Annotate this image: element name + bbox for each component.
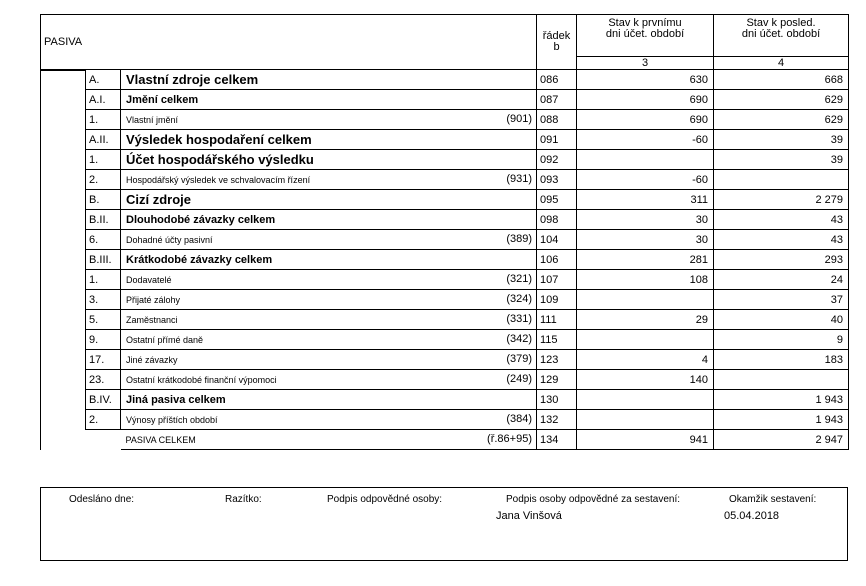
row-number-header-line2: b xyxy=(553,41,560,53)
row-number: 087 xyxy=(537,90,577,110)
col-first-day-header xyxy=(577,15,714,57)
row-label xyxy=(121,150,537,170)
indent-cell xyxy=(41,430,86,450)
compiled-at-label: Okamžik sestavení: xyxy=(729,494,817,505)
row-value-first-day: 630 xyxy=(577,70,714,90)
table-row xyxy=(41,130,849,150)
indent-cell xyxy=(41,290,86,310)
row-value-first-day: 690 xyxy=(577,90,714,110)
table-row xyxy=(41,350,849,370)
row-number: 111 xyxy=(537,310,577,330)
row-label-text: Zaměstnanci xyxy=(126,314,178,325)
row-label xyxy=(121,410,537,430)
row-number: 130 xyxy=(537,390,577,410)
row-number: 092 xyxy=(537,150,577,170)
indent-cell xyxy=(41,330,86,350)
row-value-first-day: 30 xyxy=(577,230,714,250)
row-number: 086 xyxy=(537,70,577,90)
row-number: 115 xyxy=(537,330,577,350)
row-account-ref: (249) xyxy=(506,373,532,385)
row-number: 106 xyxy=(537,250,577,270)
row-label xyxy=(121,210,537,230)
table-row xyxy=(41,170,849,190)
row-label xyxy=(121,270,537,290)
row-value-last-day xyxy=(714,170,849,190)
col-last-day-header-line2: dni účet. období xyxy=(741,28,821,40)
row-value-last-day: 183 xyxy=(714,350,849,370)
row-mark: 2. xyxy=(86,170,121,190)
row-mark: 1. xyxy=(86,270,121,290)
row-label-text: Přijaté zálohy xyxy=(126,294,181,305)
row-mark: 1. xyxy=(86,150,121,170)
row-value-last-day: 40 xyxy=(714,310,849,330)
indent-cell xyxy=(41,230,86,250)
indent-cell xyxy=(41,150,86,170)
indent-cell xyxy=(41,410,86,430)
balance-sheet xyxy=(40,14,848,450)
row-account-ref: (ř.86+95) xyxy=(487,433,532,445)
row-label xyxy=(121,70,537,90)
row-label-text: Cizí zdroje xyxy=(126,192,192,207)
row-mark: A. xyxy=(86,70,121,90)
row-label xyxy=(121,170,537,190)
table-row xyxy=(41,330,849,350)
table-row xyxy=(41,90,849,110)
row-label xyxy=(121,330,537,350)
table-row xyxy=(41,250,849,270)
liabilities-table-body xyxy=(41,15,849,450)
row-number: 109 xyxy=(537,290,577,310)
row-mark: 5. xyxy=(86,310,121,330)
sent-date-label: Odesláno dne: xyxy=(69,494,135,505)
table-row xyxy=(41,410,849,430)
row-mark: A.I. xyxy=(86,90,121,110)
indent-cell xyxy=(41,370,86,390)
row-label-text: Ostatní krátkodobé finanční výpomoci xyxy=(126,374,277,385)
row-label xyxy=(121,190,537,210)
row-mark: B.IV. xyxy=(86,390,121,410)
row-mark: 9. xyxy=(86,330,121,350)
liabilities-table xyxy=(40,14,849,450)
row-value-first-day xyxy=(577,390,714,410)
row-value-first-day xyxy=(577,150,714,170)
table-row xyxy=(41,270,849,290)
row-label xyxy=(121,290,537,310)
row-value-first-day: -60 xyxy=(577,130,714,150)
row-number: 095 xyxy=(537,190,577,210)
indent-cell xyxy=(41,210,86,230)
row-value-last-day: 1 943 xyxy=(714,410,849,430)
indent-cell xyxy=(41,250,86,270)
row-value-last-day: 9 xyxy=(714,330,849,350)
row-mark xyxy=(86,430,121,450)
row-value-first-day: 108 xyxy=(577,270,714,290)
row-label-text: PASIVA CELKEM xyxy=(125,434,196,445)
row-label xyxy=(121,90,537,110)
row-label xyxy=(121,350,537,370)
row-number: 123 xyxy=(537,350,577,370)
row-label-text: Vlastní zdroje celkem xyxy=(126,72,259,87)
row-label-text: Dohadné účty pasivní xyxy=(126,234,213,245)
row-number: 091 xyxy=(537,130,577,150)
row-number: 107 xyxy=(537,270,577,290)
table-row xyxy=(41,290,849,310)
row-number: 132 xyxy=(537,410,577,430)
row-label-text: Dodavatelé xyxy=(126,274,172,285)
responsible-signature-label: Podpis odpovědné osoby: xyxy=(327,494,443,505)
row-mark: 17. xyxy=(86,350,121,370)
row-account-ref: (389) xyxy=(506,233,532,245)
table-row xyxy=(41,390,849,410)
row-value-last-day: 629 xyxy=(714,110,849,130)
row-value-last-day: 629 xyxy=(714,90,849,110)
row-mark: B. xyxy=(86,190,121,210)
row-value-last-day: 39 xyxy=(714,150,849,170)
row-label-text: Jiné závazky xyxy=(126,354,178,365)
row-label-text: Jiná pasiva celkem xyxy=(126,393,226,406)
table-row xyxy=(41,150,849,170)
indent-cell xyxy=(41,310,86,330)
row-number: 134 xyxy=(537,430,577,450)
row-value-last-day: 668 xyxy=(714,70,849,90)
col-last-day-header-line1: Stav k posled. xyxy=(746,17,816,29)
row-account-ref: (931) xyxy=(506,173,532,185)
row-value-last-day: 2 947 xyxy=(714,430,849,450)
compiled-at-value: 05.04.2018 xyxy=(724,510,780,522)
row-value-first-day: 690 xyxy=(577,110,714,130)
row-label xyxy=(121,110,537,130)
row-number: 093 xyxy=(537,170,577,190)
indent-cell xyxy=(41,90,86,110)
row-label-text: Krátkodobé závazky celkem xyxy=(126,253,273,266)
row-mark: 23. xyxy=(86,370,121,390)
row-account-ref: (324) xyxy=(506,293,532,305)
row-value-first-day: -60 xyxy=(577,170,714,190)
table-row xyxy=(41,110,849,130)
row-number: 098 xyxy=(537,210,577,230)
row-value-first-day xyxy=(577,410,714,430)
compiled-by-value: Jana Vinšová xyxy=(496,510,562,522)
section-title: PASIVA xyxy=(41,15,537,70)
indent-cell xyxy=(41,110,86,130)
row-value-first-day: 140 xyxy=(577,370,714,390)
table-row xyxy=(41,310,849,330)
col-first-day-header-line1: Stav k prvnímu xyxy=(608,17,682,29)
row-label-text: Výsledek hospodaření celkem xyxy=(126,132,312,147)
row-label xyxy=(121,310,537,330)
row-label-text: Výnosy příštích období xyxy=(126,414,218,425)
col-first-day-number: 3 xyxy=(577,57,714,70)
indent-cell xyxy=(41,130,86,150)
indent-cell xyxy=(41,390,86,410)
row-mark: 1. xyxy=(86,110,121,130)
row-label xyxy=(121,230,537,250)
row-label-text: Jmění celkem xyxy=(126,93,199,106)
indent-cell xyxy=(41,170,86,190)
table-row xyxy=(41,430,849,450)
row-number: 104 xyxy=(537,230,577,250)
indent-cell xyxy=(41,190,86,210)
row-value-last-day: 1 943 xyxy=(714,390,849,410)
row-value-first-day: 941 xyxy=(577,430,714,450)
row-label xyxy=(121,370,537,390)
row-label-text: Účet hospodářského výsledku xyxy=(126,152,314,167)
col-first-day-header-line2: dni účet. období xyxy=(605,28,685,40)
row-label-text: Vlastní jmění xyxy=(126,114,179,125)
row-label xyxy=(121,430,537,450)
indent-cell xyxy=(41,70,86,90)
footer-box xyxy=(40,487,848,561)
row-value-last-day: 293 xyxy=(714,250,849,270)
row-value-last-day: 24 xyxy=(714,270,849,290)
row-mark: 3. xyxy=(86,290,121,310)
row-value-first-day: 311 xyxy=(577,190,714,210)
row-value-first-day: 29 xyxy=(577,310,714,330)
table-row xyxy=(41,190,849,210)
row-value-first-day xyxy=(577,330,714,350)
row-label-text: Hospodářský výsledek ve schvalovacím řízení xyxy=(126,174,311,185)
row-label xyxy=(121,390,537,410)
compiled-by-label: Podpis osoby odpovědné za sestavení: xyxy=(506,494,681,505)
row-mark: A.II. xyxy=(86,130,121,150)
row-label xyxy=(121,250,537,270)
row-label xyxy=(121,130,537,150)
row-number: 129 xyxy=(537,370,577,390)
row-account-ref: (321) xyxy=(506,273,532,285)
row-value-first-day: 4 xyxy=(577,350,714,370)
row-number: 088 xyxy=(537,110,577,130)
stamp-label: Razítko: xyxy=(225,494,262,505)
table-row xyxy=(41,230,849,250)
indent-cell xyxy=(41,350,86,370)
row-value-last-day xyxy=(714,370,849,390)
table-row xyxy=(41,70,849,90)
row-value-last-day: 43 xyxy=(714,210,849,230)
row-value-last-day: 39 xyxy=(714,130,849,150)
row-mark: 6. xyxy=(86,230,121,250)
table-row xyxy=(41,210,849,230)
row-account-ref: (379) xyxy=(506,353,532,365)
row-label-text: Ostatní přímé daně xyxy=(126,334,204,345)
row-account-ref: (342) xyxy=(506,333,532,345)
indent-cell xyxy=(41,270,86,290)
row-value-first-day: 30 xyxy=(577,210,714,230)
row-mark: 2. xyxy=(86,410,121,430)
col-last-day-number: 4 xyxy=(714,57,849,70)
row-mark: B.II. xyxy=(86,210,121,230)
table-row xyxy=(41,370,849,390)
row-number-header xyxy=(537,15,577,70)
col-last-day-header xyxy=(714,15,849,57)
row-value-first-day: 281 xyxy=(577,250,714,270)
header-row xyxy=(41,15,849,57)
row-value-last-day: 37 xyxy=(714,290,849,310)
row-label-text: Dlouhodobé závazky celkem xyxy=(126,213,276,226)
row-value-last-day: 2 279 xyxy=(714,190,849,210)
row-value-first-day xyxy=(577,290,714,310)
row-account-ref: (331) xyxy=(506,313,532,325)
row-account-ref: (901) xyxy=(506,113,532,125)
row-mark: B.III. xyxy=(86,250,121,270)
row-account-ref: (384) xyxy=(506,413,532,425)
row-number-header-line1: řádek xyxy=(542,30,571,42)
row-value-last-day: 43 xyxy=(714,230,849,250)
